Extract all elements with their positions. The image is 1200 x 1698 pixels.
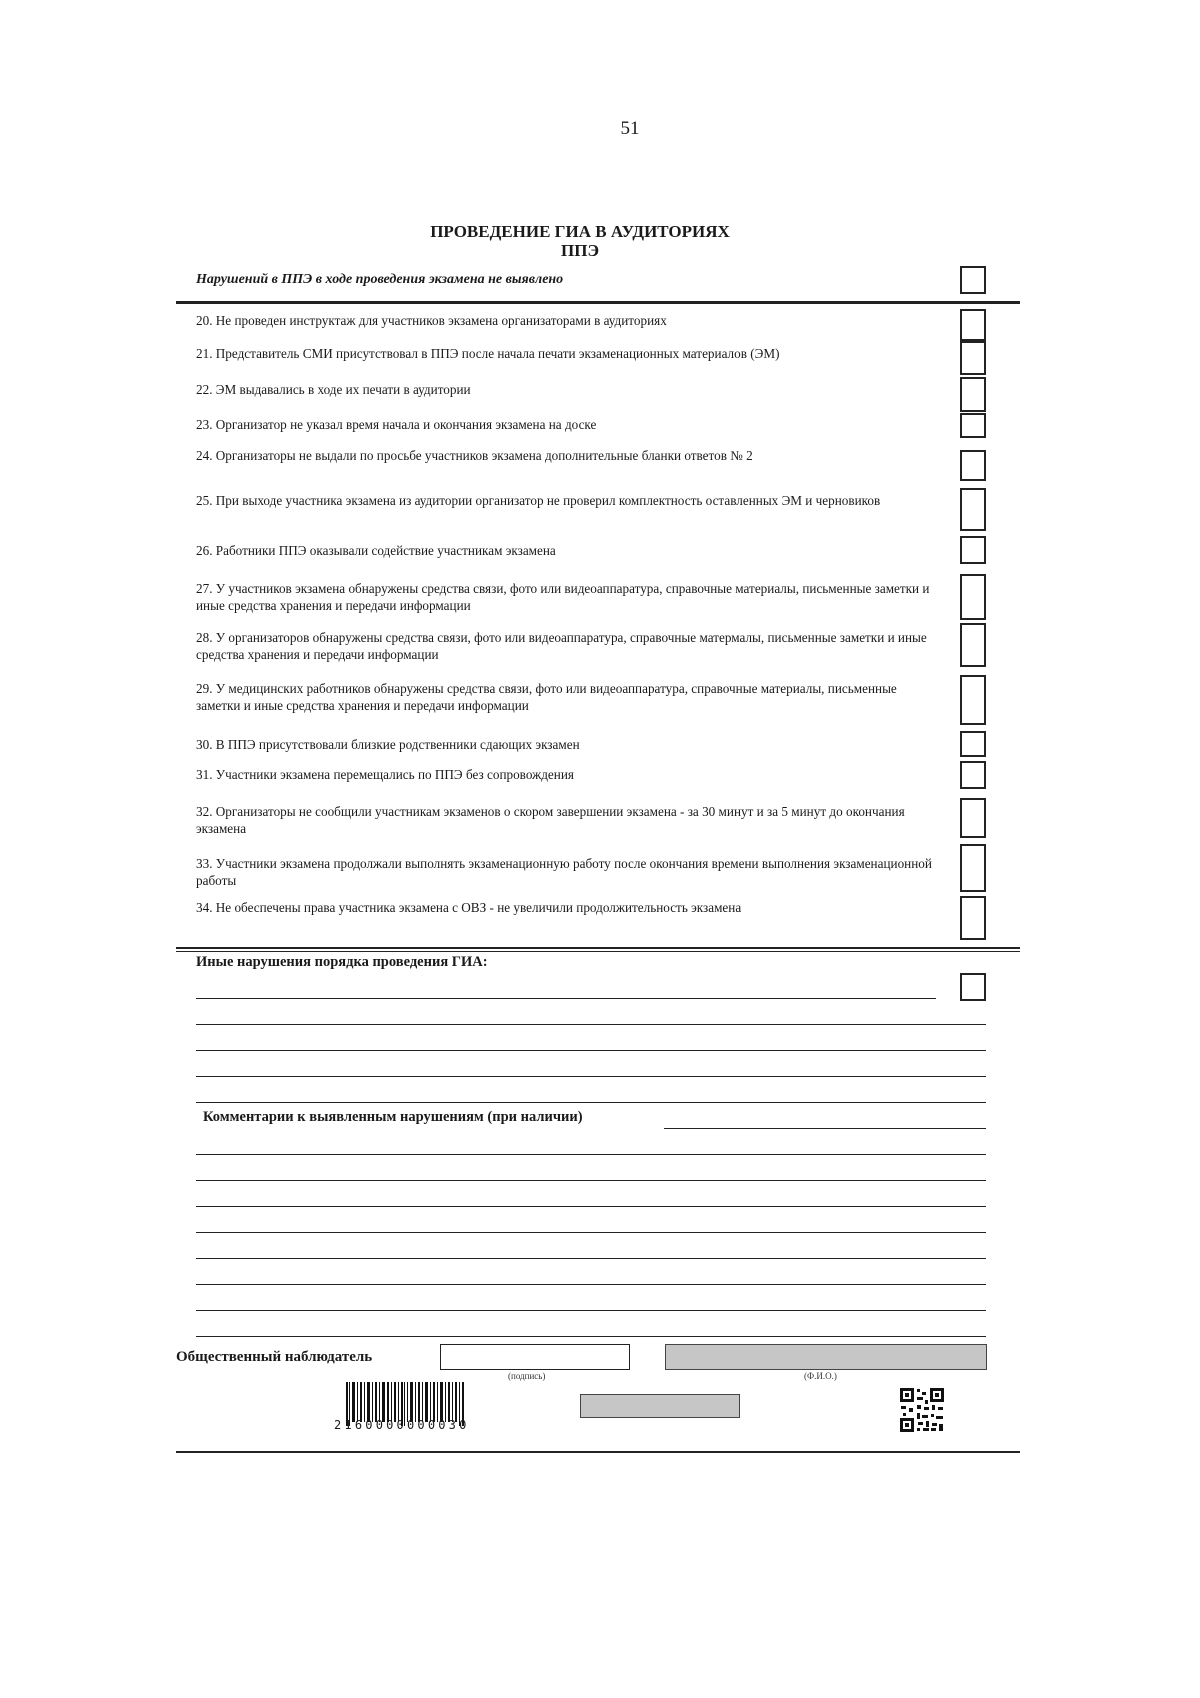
fio-caption: (Ф.И.О.) (804, 1371, 837, 1381)
other-violations-checkbox[interactable] (960, 973, 986, 1001)
violation-item-23: 23. Организатор не указал время начала и окончания экзамена на доске (196, 417, 597, 432)
signature-field[interactable] (440, 1344, 630, 1370)
comments-line[interactable] (196, 1154, 986, 1155)
comments-line[interactable] (664, 1128, 986, 1129)
violation-item-25: 25. При выходе участника экзамена из аудитории организатор не проверил комплектность оставленных ЭМ и черновиков (196, 493, 881, 508)
title-line-1: ПРОВЕДЕНИЕ ГИА В АУДИТОРИЯХ (430, 222, 730, 241)
checkbox-23[interactable] (960, 413, 986, 438)
grey-field (580, 1394, 740, 1418)
violation-item-26: 26. Работники ППЭ оказывали содействие участникам экзамена (196, 543, 556, 558)
other-violations-label: Иные нарушения порядка проведения ГИА: (196, 954, 488, 970)
section-divider (176, 947, 1020, 952)
checkbox-20[interactable] (960, 309, 986, 341)
comments-line[interactable] (196, 1310, 986, 1311)
checkbox-29[interactable] (960, 675, 986, 725)
violation-item-33: 33. Участники экзамена продолжали выполнять экзаменационную работу после окончания времени выполнения экзаменационной работы (196, 856, 932, 888)
checkbox-30[interactable] (960, 731, 986, 757)
comments-line[interactable] (196, 1284, 986, 1285)
barcode-digits: 2160000000030 (334, 1418, 470, 1432)
checkbox-28[interactable] (960, 623, 986, 667)
violation-item-22: 22. ЭМ выдавались в ходе их печати в аудитории (196, 382, 471, 397)
checkbox-25[interactable] (960, 488, 986, 531)
checkbox-33[interactable] (960, 844, 986, 892)
other-violations-line[interactable] (196, 1024, 986, 1025)
comments-line[interactable] (196, 1258, 986, 1259)
checkbox-31[interactable] (960, 761, 986, 789)
qr-code (900, 1388, 944, 1437)
bottom-divider (176, 1451, 1020, 1453)
title-line-2: ППЭ (561, 241, 599, 260)
other-violations-line[interactable] (196, 998, 936, 999)
checkbox-26[interactable] (960, 536, 986, 564)
violation-item-29: 29. У медицинских работников обнаружены средства связи, фото или видеоаппаратура, справочные материалы, письменные заметки и иные средства хранения и передачи информации (196, 681, 897, 713)
page-title (0, 222, 1160, 260)
fio-field[interactable] (665, 1344, 987, 1370)
comments-line[interactable] (196, 1232, 986, 1233)
violation-item-20: 20. Не проведен инструктаж для участников экзамена организаторами в аудиториях (196, 313, 667, 328)
comments-label: Комментарии к выявленным нарушениям (при наличии) (203, 1109, 583, 1125)
checkbox-22[interactable] (960, 377, 986, 412)
other-violations-line[interactable] (196, 1076, 986, 1077)
checkbox-32[interactable] (960, 798, 986, 838)
barcode (334, 1382, 484, 1438)
comments-line[interactable] (196, 1206, 986, 1207)
page-number: 51 (620, 118, 640, 139)
signature-caption: (подпись) (508, 1371, 546, 1381)
header-divider (176, 301, 1020, 304)
comments-line[interactable] (196, 1336, 986, 1337)
violation-item-32: 32. Организаторы не сообщили участникам экзаменов о скором завершении экзамена - за 30 минут и за 5 минут до окончания экзамена (196, 804, 905, 836)
no-violations-checkbox[interactable] (960, 266, 986, 294)
no-violations-label: Нарушений в ППЭ в ходе проведения экзамена не выявлено (196, 272, 564, 287)
violation-item-27: 27. У участников экзамена обнаружены средства связи, фото или видеоаппаратура, справочные материалы, письменные заметки и иные средства хранения и передачи информации (196, 581, 930, 613)
checkbox-34[interactable] (960, 896, 986, 940)
violation-item-21: 21. Представитель СМИ присутствовал в ППЭ после начала печати экзаменационных материалов (ЭМ) (196, 346, 780, 361)
violation-item-28: 28. У организаторов обнаружены средства связи, фото или видеоаппаратура, справочные матермалы, письменные заметки и иные средства хранения и передачи информации (196, 630, 927, 662)
checkbox-24[interactable] (960, 450, 986, 481)
qr-code-icon (900, 1388, 944, 1432)
violation-item-30: 30. В ППЭ присутствовали близкие родственники сдающих экзамен (196, 737, 580, 752)
checkbox-21[interactable] (960, 341, 986, 375)
checkbox-27[interactable] (960, 574, 986, 620)
violation-item-31: 31. Участники экзамена перемещались по ППЭ без сопровождения (196, 767, 574, 782)
other-violations-line[interactable] (196, 1050, 986, 1051)
other-violations-line[interactable] (196, 1102, 986, 1103)
observer-label: Общественный наблюдатель (176, 1349, 373, 1365)
comments-line[interactable] (196, 1180, 986, 1181)
violation-item-24: 24. Организаторы не выдали по просьбе участников экзамена дополнительные бланки ответов № 2 (196, 448, 753, 463)
violation-item-34: 34. Не обеспечены права участника экзамена с ОВЗ - не увеличили продолжительность экзамена (196, 900, 742, 915)
